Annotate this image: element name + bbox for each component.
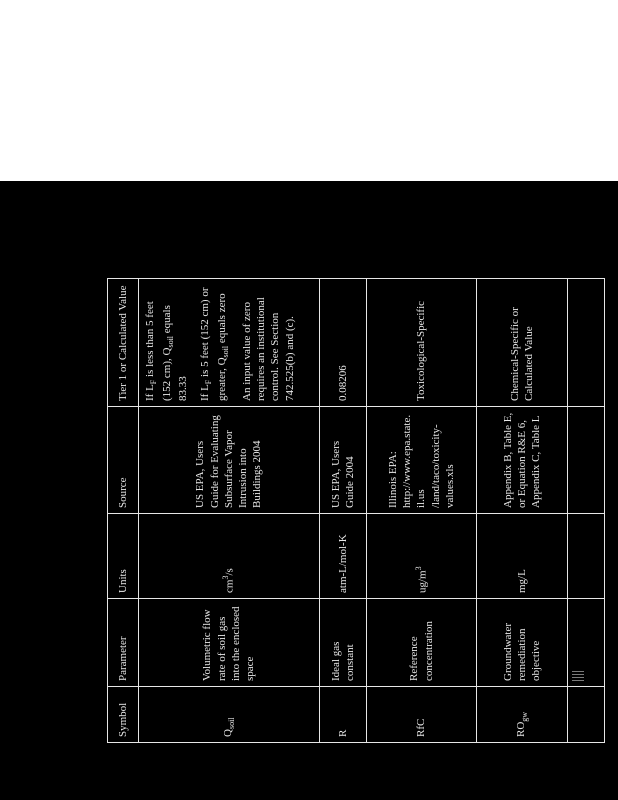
row-units: mg/L	[477, 514, 568, 599]
row-symbol: $RO_{gw}$	[477, 687, 568, 743]
row-source	[568, 407, 605, 514]
row-symbol: R	[320, 687, 367, 743]
value-note-3: An input value of zero requires an institutional control. See Section 742.525(b) and (c).	[240, 297, 296, 401]
row-units: $ug/m^3$	[367, 514, 477, 599]
header-symbol: Symbol	[108, 687, 139, 743]
value-note-1: If $L_F$ is less than 5 feet (152 cm), $Q_{soil}$ equals 83.33	[144, 301, 190, 401]
table-row-cut-off	[568, 279, 605, 743]
row-symbol: RfC	[367, 687, 477, 743]
row-source: US EPA, Users Guide for Evaluating Subsurface Vapor Intrusion into Buildings 2004	[139, 407, 320, 514]
row-source: Appendix B, Table E, or Equation R&E 6, Appendix C, Table L	[477, 407, 568, 514]
header-value: Tier 1 or Calculated Value	[108, 279, 139, 407]
row-symbol: $Q_{soil}$	[139, 687, 320, 743]
value-note-2: If $L_F$ is 5 feet (152 cm) or greater, $Q_{soil}$ equals zero	[199, 287, 231, 401]
row-source: US EPA, Users Guide 2004	[320, 407, 367, 514]
row-parameter: Volumetric flow rate of soil gas into the enclosed space	[139, 599, 320, 687]
table-header-row	[108, 279, 139, 743]
row-value	[139, 279, 320, 407]
row-symbol	[568, 687, 605, 743]
row-value: Toxicological-Specific	[367, 279, 477, 407]
table-row	[367, 279, 477, 743]
row-value	[568, 279, 605, 407]
row-value: 0.08206	[320, 279, 367, 407]
row-value: Chemical-Specific or Calculated Value	[477, 279, 568, 407]
row-source: Illinois EPA: http://www.epa.state.il.us /land/taco/toxicity-values.xls	[367, 407, 477, 514]
row-units: atm-L/mol-K	[320, 514, 367, 599]
scan-artifact	[572, 671, 584, 681]
header-units: Units	[108, 514, 139, 599]
row-parameter: Groundwater remediation objective	[477, 599, 568, 687]
rotated-table-page	[107, 237, 605, 743]
table-row	[477, 279, 568, 743]
row-units: $cm^3/s$	[139, 514, 320, 599]
header-source: Source	[108, 407, 139, 514]
header-parameter: Parameter	[108, 599, 139, 687]
table-row	[139, 279, 320, 743]
parameter-table	[107, 278, 605, 743]
row-units	[568, 514, 605, 599]
row-parameter	[568, 599, 605, 687]
table-row	[320, 279, 367, 743]
row-parameter: Ideal gas constant	[320, 599, 367, 687]
row-parameter: Reference concentration	[367, 599, 477, 687]
